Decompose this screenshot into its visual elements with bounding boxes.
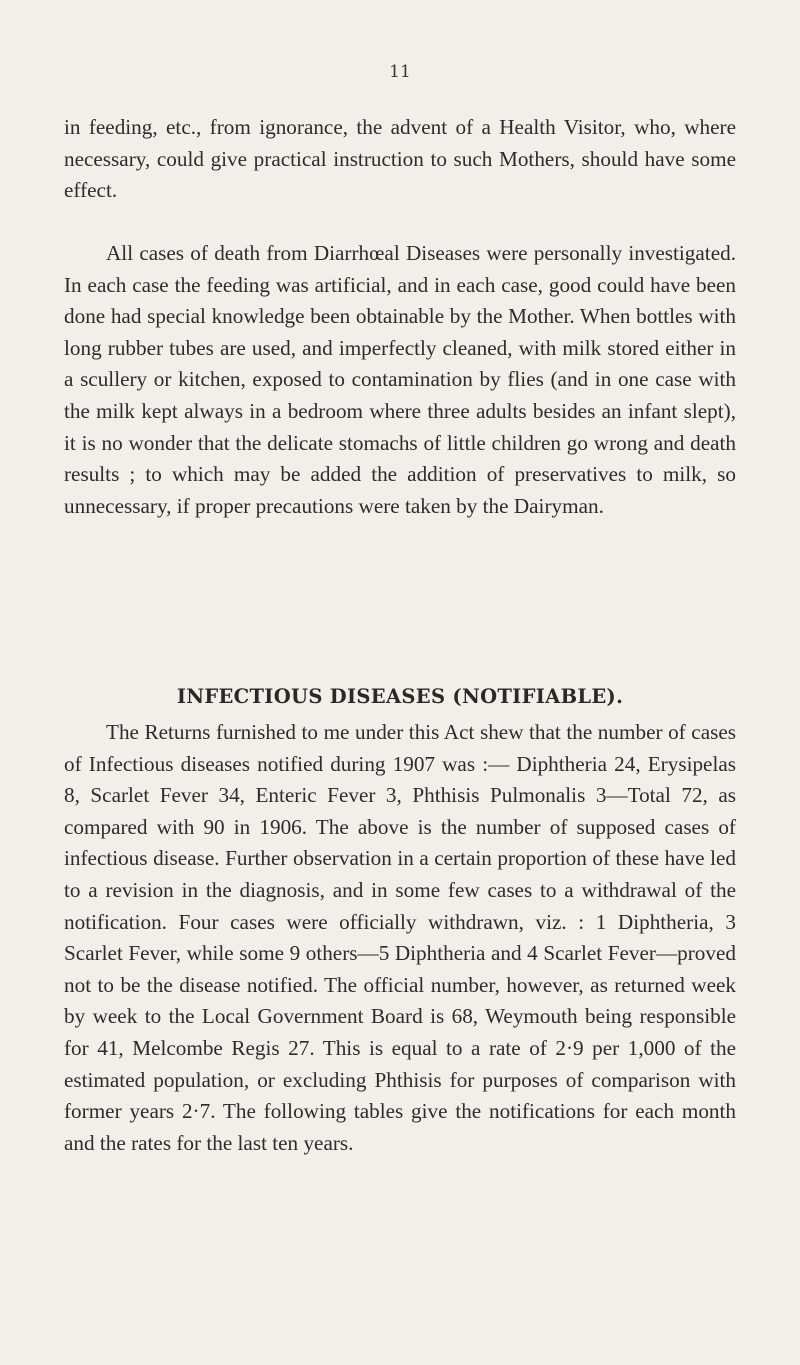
paragraph-feeding-continuation — [64, 112, 736, 207]
page-number: 11 — [389, 62, 411, 82]
paragraph-text: in feeding, etc., from ignorance, the advent of a Health Visitor, who, where necessary, could give practical instruction to such Mothers, should have some effect. — [64, 115, 736, 203]
section-heading: INFECTIOUS DISEASES (NOTIFIABLE). — [176, 685, 624, 708]
paragraph-infectious-diseases — [64, 717, 736, 1159]
paragraph-text: The Returns furnished to me under this Act shew that the number of cases of Infectious diseases notified during 1907 was :— Diphtheria 24, Erysipelas 8, Scarlet Fever 34, Enteric Fever 3, Phthisis Pulmonalis 3—Total 72, as compared with 90 in 1906. The above is the number of supposed cases of infectious disease. Further observation in a certain proportion of these have led to a revision in the diagnosis, and in some few cases to a withdrawal of the notification. Four cases were officially withdrawn, viz. : 1 Diphtheria, 3 Scarlet Fever, while some 9 others—5 Diphtheria and 4 Scarlet Fever—proved not to be the disease notified. The official number, however, as returned week by week to the Local Government Board is 68, Weymouth being responsible for 41, Melcombe Regis 27. This is equal to a rate of 2·9 per 1,000 of the estimated population, or excluding Phthisis for purposes of comparison with former years 2·7. The following tables give the notifications for each month and the rates for the last ten years. — [64, 720, 736, 1155]
paragraph-diarrhoeal-diseases — [64, 238, 736, 522]
paragraph-text: All cases of death from Diarrhœal Diseases were personally investigated. In each case the feeding was artificial, and in each case, good could have been done had special knowledge been obtainable by the Mother. When bottles with long rubber tubes are used, and imperfectly cleaned, with milk stored either in a scullery or kitchen, exposed to contamination by flies (and in one case with the milk kept always in a bedroom where three adults besides an infant slept), it is no wonder that the delicate stomachs of little children go wrong and death results ; to which may be added the addition of preservatives to milk, so unnecessary, if proper precautions were taken by the Dairyman. — [64, 241, 736, 518]
